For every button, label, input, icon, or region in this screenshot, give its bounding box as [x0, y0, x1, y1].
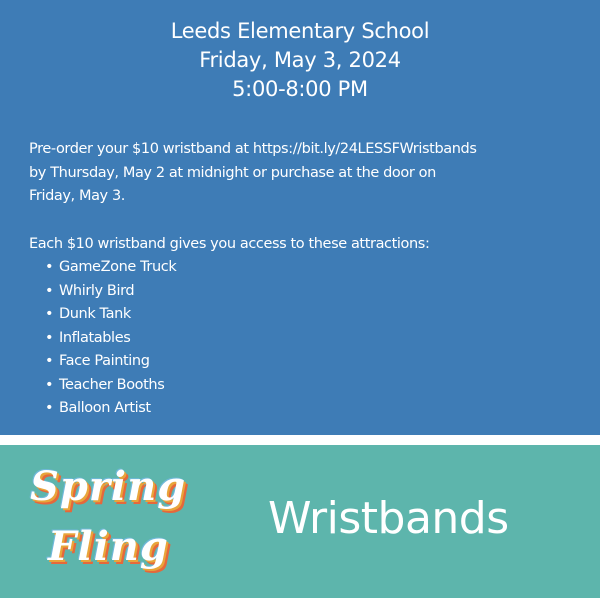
- event-time: 5:00-8:00 PM: [232, 77, 368, 101]
- preorder-line-1: Pre-order your $10 wristband at https://bit.ly/24LESSFWristbands: [29, 141, 477, 157]
- attraction-label: Face Painting: [59, 353, 150, 369]
- banner-title: Wristbands: [268, 493, 509, 544]
- banner-panel: [0, 445, 600, 598]
- bullet-icon: •: [45, 282, 54, 299]
- divider: [0, 435, 600, 445]
- access-intro: Each $10 wristband gives you access to these attractions:: [29, 235, 430, 252]
- spring-fling-logo: [20, 445, 220, 598]
- event-details: [29, 138, 589, 421]
- bullet-icon: •: [45, 259, 54, 275]
- bullet-icon: •: [45, 376, 54, 393]
- attraction-label: Inflatables: [59, 329, 131, 346]
- list-item: [45, 327, 589, 351]
- attraction-label: Whirly Bird: [59, 282, 135, 299]
- preorder-line-2: by Thursday, May 2 at midnight or purchase at the door on: [29, 164, 436, 181]
- list-item: [45, 397, 589, 421]
- logo-word-fling: Fling: [48, 523, 169, 570]
- list-item: [45, 303, 589, 327]
- preorder-line-3: Friday, May 3.: [29, 188, 125, 204]
- bullet-icon: •: [45, 400, 54, 416]
- attraction-label: Dunk Tank: [59, 306, 131, 322]
- preorder-text: [29, 138, 589, 209]
- attraction-label: Balloon Artist: [59, 400, 151, 416]
- bullet-icon: •: [45, 306, 54, 322]
- bullet-icon: •: [45, 329, 54, 346]
- event-date: Friday, May 3, 2024: [199, 48, 401, 72]
- attractions-list: [29, 256, 589, 421]
- logo-word-spring: Spring: [30, 463, 187, 510]
- bullet-icon: •: [45, 353, 54, 369]
- list-item: [45, 350, 589, 374]
- list-item: [45, 374, 589, 398]
- list-item: [45, 280, 589, 304]
- school-name: Leeds Elementary School: [170, 19, 430, 43]
- attraction-label: Teacher Booths: [59, 376, 165, 393]
- list-item: [45, 256, 589, 280]
- event-header: [0, 17, 600, 104]
- attraction-label: GameZone Truck: [59, 259, 177, 275]
